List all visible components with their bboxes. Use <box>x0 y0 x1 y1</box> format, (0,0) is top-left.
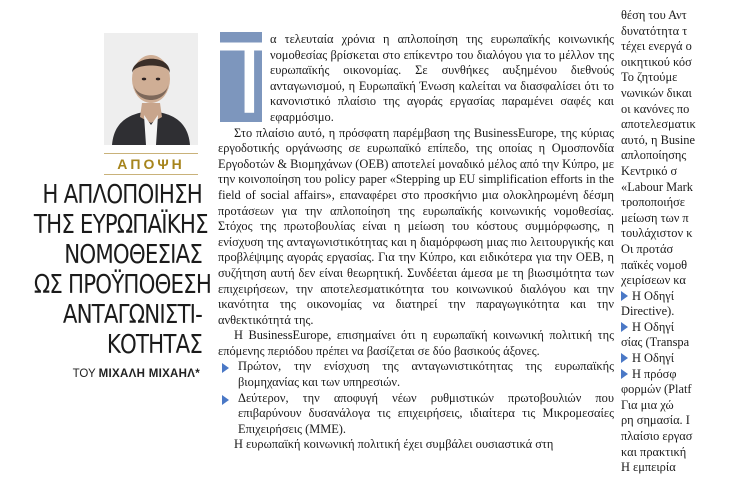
column-line-text: αποτελεσματικ <box>621 117 696 132</box>
column-line-text: πλαίσιο εργασ <box>621 429 693 444</box>
column-line <box>621 258 741 274</box>
paragraph: Η ευρωπαϊκή κοινωνική πολιτική έχει συμβάλει ουσιαστικά στη <box>234 437 554 452</box>
paragraph: Η BusinessEurope, επισημαίνει ότι η ευρωπαϊκή κοινωνική πολιτική της επόμενης περιόδου πρέπει να βασίζεται σε δύο βασικούς άξονες. <box>218 328 614 358</box>
bullet-text: Πρώτον, την ενίσχυση της ανταγωνιστικότητας της ευρωπαϊκής βιομηχανίας και των υπηρεσιών. <box>238 359 614 390</box>
column-line-text: Directive). <box>621 304 675 319</box>
drop-cap: Τ <box>220 24 279 136</box>
column-line-text: Η εμπειρία <box>621 460 676 475</box>
headline-line: ΩΣ ΠΡΟΫΠΟΘΕΣΗ <box>33 270 212 300</box>
column-line <box>621 398 741 414</box>
column-line-text: παϊκές νομοθ <box>621 257 688 272</box>
column-line-text: Το ζητούμε <box>621 70 678 85</box>
triangle-bullet-icon <box>222 363 229 373</box>
column-line-text: νωνικών δικαι <box>621 85 692 100</box>
column-line <box>621 242 741 258</box>
column-line <box>621 148 741 164</box>
author-portrait-icon <box>104 33 198 145</box>
headline-line: ΑΝΤΑΓΩΝΙΣΤΙ- <box>62 300 202 330</box>
paragraph: Στο πλαίσιο αυτό, η πρόσφατη παρέμβαση της BusinessEurope, της κύριας εργοδοτικής οργάνωσης σε ευρωπαϊκό επίπεδο, της οποίας η Ομοσπονδία Εργοδοτών & Βιομηχάνων (ΟΕΒ) αποτελεί μοναδικό μέλος από την Κύπρο, με την κοινοποίηση του policy paper «Stepping up EU simplification efforts in the field of social affairs», επαναφέρει στο προσκήνιο μια ολοκληρωμένη δέσμη προτάσεων για την απλοποίηση της ευρωπαϊκής κοινωνικής νομοθεσίας. Στόχος της πρωτοβουλίας είναι η μείωση του κόστους συμμόρφωσης, η ενίσχυση της ανταγωνιστικότητας και η διαμόρφωση μιας πιο λειτουργικής και προβλέψιμης αγοράς εργασίας. Για την Κύπρο, και ειδικότερα για την ΟΕΒ, η συζήτηση αυτή δεν είναι θεωρητική. Συνδέεται άμεσα με τη βιωσιμότητα των επιχειρήσεων, την αποτελεσματικότητα του κοινωνικού διαλόγου και την ικανότητα της οικονομίας να διατηρεί την παραγωγικότητα και την ανθεκτικότητά της. <box>218 125 614 327</box>
column-line-text: Η πρόσφ <box>632 366 677 381</box>
column-line-text: και πρακτική <box>621 444 687 459</box>
column-line <box>621 164 741 180</box>
column-line-text: Κεντρικό σ <box>621 163 678 178</box>
triangle-bullet-icon <box>621 369 628 379</box>
triangle-bullet-icon <box>222 395 229 405</box>
column-line <box>621 102 741 118</box>
column-line-text: ρη σημασία. Ι <box>621 413 690 428</box>
headline-line: Η ΑΠΛΟΠΟΙΗΣΗ <box>42 180 202 210</box>
column-line <box>621 460 741 476</box>
column-line-text: οικητικού κόσ <box>621 54 692 69</box>
column-line <box>621 367 741 383</box>
column-line-text: οι κανόνες πο <box>621 101 690 116</box>
column-line-text: φορμών (Platf <box>621 382 692 397</box>
triangle-bullet-icon <box>621 322 628 332</box>
column-line <box>621 180 741 196</box>
bullet-text: Δεύτερον, την αποφυγή νέων ρυθμιστικών πρωτοβουλιών που επιβαρύνουν δυσανάλογα τις επιχειρήσεις, ιδιαίτερα τις Μικρομεσαίες Επιχειρήσεις (ΜΜΕ). <box>238 390 614 436</box>
column-line-text: Η Οδηγί <box>632 319 675 334</box>
column-line-text: δυνατότητα τ <box>621 23 688 38</box>
column-line <box>621 382 741 398</box>
article-headline <box>33 180 212 360</box>
column-line <box>621 273 741 289</box>
column-line-text: τουλάχιστον κ <box>621 226 693 241</box>
bullet-item <box>218 391 614 438</box>
column-line <box>621 55 741 71</box>
column-line-text: απλοποίησης <box>621 148 687 163</box>
column-line <box>621 335 741 351</box>
author-photo <box>104 33 198 145</box>
bullet-item <box>218 359 614 390</box>
column-line <box>621 117 741 133</box>
article-body <box>218 24 614 453</box>
section-label: ΑΠΟΨΗ <box>104 153 198 175</box>
column-line <box>621 351 741 367</box>
column-line-text: χειρίσεων κα <box>621 273 686 288</box>
byline-prefix: ΤΟΥ <box>72 368 99 380</box>
column-line-text: τροποποιήσε <box>621 195 685 210</box>
column-line <box>621 195 741 211</box>
column-line <box>621 320 741 336</box>
column-line <box>621 133 741 149</box>
byline-author: ΜΙΧΑΛΗ ΜΙΧΑΗΛ* <box>98 368 200 380</box>
paragraph: α τελευταία χρόνια η απλοποίηση της ευρωπαϊκής κοινωνικής νομοθεσίας βρίσκεται στο επίκεντρο του διαλόγου για το μέλλον της ευρωπαϊκής οικονομίας. Σε συνθήκες αυξημένου διεθνούς ανταγωνισμού, η Ευρωπαϊκή Ένωση καλείται να διασφαλίσει ότι το κανονιστικό πλαίσιο της αγοράς εργασίας παραμένει σαφές και εφαρμόσιμο. <box>270 32 614 124</box>
byline <box>73 368 200 380</box>
headline-line: ΝΟΜΟΘΕΣΙΑΣ <box>64 240 203 270</box>
column-line <box>621 8 741 24</box>
column-line-text: μείωση των π <box>621 210 689 225</box>
next-column-cropped <box>621 8 741 476</box>
column-line <box>621 24 741 40</box>
column-line-text: αυτό, η Busine <box>621 132 695 147</box>
column-line-text: σίας (Transpa <box>621 335 690 350</box>
column-line <box>621 413 741 429</box>
column-line-text: θέση του Αντ <box>621 8 687 22</box>
column-line-text: Η Οδηγί <box>632 351 675 366</box>
opinion-header-column <box>0 0 212 500</box>
column-line-text: «Labour Mark <box>621 179 693 194</box>
headline-line: ΤΗΣ ΕΥΡΩΠΑΪΚΗΣ <box>33 210 208 240</box>
triangle-bullet-icon <box>621 353 628 363</box>
triangle-bullet-icon <box>621 291 628 301</box>
column-line <box>621 86 741 102</box>
column-line <box>621 445 741 461</box>
column-line <box>621 429 741 445</box>
column-line-text: τέχει ενεργά ο <box>621 39 692 54</box>
column-line-text: Για μια χώ <box>621 397 674 412</box>
column-line <box>621 304 741 320</box>
headline-line: ΚΟΤΗΤΑΣ <box>106 330 202 360</box>
column-line-text: Η Οδηγί <box>632 288 675 303</box>
column-line <box>621 226 741 242</box>
column-line <box>621 70 741 86</box>
column-line-text: Οι προτάσ <box>621 241 674 256</box>
column-line <box>621 289 741 305</box>
column-line <box>621 211 741 227</box>
column-line <box>621 39 741 55</box>
